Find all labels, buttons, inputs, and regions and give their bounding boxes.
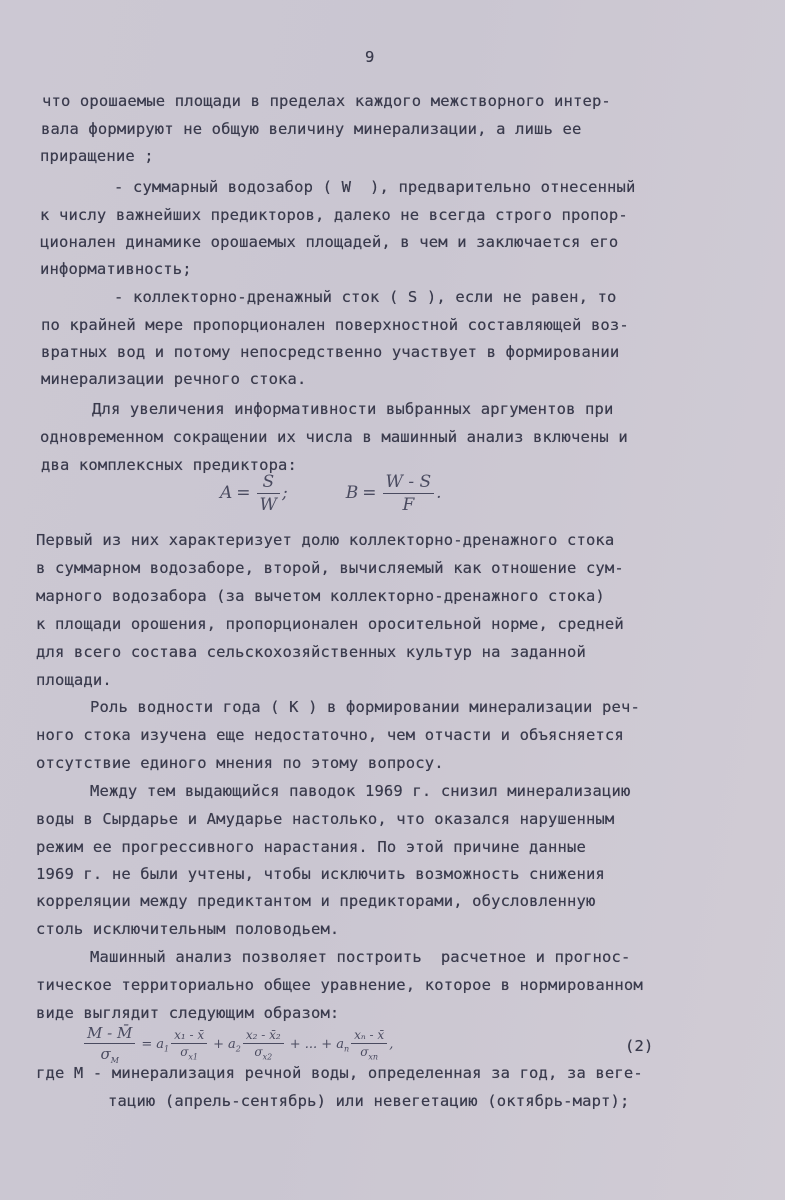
text-line: минерализации речного стока. [41,370,307,388]
fraction-b-numerator: W - S [383,472,435,494]
text-line: столь исключительным половодьем. [36,920,340,938]
fraction-a-denominator: W [259,495,278,515]
text-line: информативность; [40,260,192,278]
lhs-denominator: $\sigma_M$ [100,1045,119,1065]
lhs-numerator: M - M̄ [84,1024,135,1044]
fraction-a [257,472,280,515]
formula-comma: , [389,1037,394,1052]
termn-numerator: xₙ - x̄ [351,1028,387,1044]
text-line: к площади орошения, пропорционален оросительной норме, средней [36,615,624,633]
text-line: одновременном сокращении их числа в машинный анализ включены и [40,428,628,446]
text-line: - коллекторно-дренажный сток ( S ), если не равен, то [114,288,617,306]
text-line: в суммарном водозаборе, второй, вычисляемый как отношение сум- [36,559,624,577]
fraction-b-denominator: F [402,495,415,515]
text-line: приращение ; [40,147,154,165]
coefficient-a2: $a_2$ [228,1037,241,1054]
text-line: воды в Сырдарье и Амударье настолько, что оказался нарушенным [36,810,615,828]
formula-b-lhs: B [345,483,359,503]
term1-numerator: x₁ - x̄ [171,1028,207,1044]
text-line: виде выглядит следующим образом: [36,1004,340,1022]
fraction-a-numerator: S [257,472,280,494]
term2-fraction [243,1028,284,1061]
text-line: к числу важнейших предикторов, далеко не всегда строго пропор- [40,206,628,224]
text-line: ционален динамике орошаемых площадей, в чем и заключается его [40,233,619,251]
termn-fraction [351,1028,387,1061]
text-line: режим ее прогрессивного нарастания. По этой причине данные [36,838,586,856]
coefficient-an: $a_n$ [336,1037,350,1054]
text-line: площади. [36,671,112,689]
text-line: отсутствие единого мнения по этому вопросу. [36,754,444,772]
text-line: ного стока изучена еще недостаточно, чем отчасти и объясняется [36,726,624,744]
formula-complex-predictors: A = $\frac{S}{W}$ ; B = $\frac{W - S}{F}$ . [220,472,442,515]
text-line: Для увеличения информативности выбранных аргументов при [92,400,614,418]
term2-denominator: $\sigma_{x2}$ [254,1044,273,1062]
text-line: тическое территориально общее уравнение, которое в нормированном [36,976,643,994]
text-line: - суммарный водозабор ( W ), предварительно отнесенный [114,178,636,196]
text-line: Машинный анализ позволяет построить расчетное и прогнос- [90,948,631,966]
text-line: два комплексных предиктора: [41,456,298,474]
text-line: вратных вод и потому непосредственно участвует в формировании [41,343,620,361]
text-line: вала формируют не общую величину минерализации, а лишь ее [41,120,582,138]
regression-equation: $\frac{M - M̄}{\sigma_M}$ = $a_1$ $\frac{\text{x₁ - x̄}}{\sigma_{x1}}$ + $a_2$ $\frac{\text{x₂ - x̄₂}}{\sigma_{x2}}$ + ... + $a_n$ $\frac{\text{xₙ - x̄}}{\sigma_{xn}}$ , [82,1024,393,1065]
text-line: по крайней мере пропорционален поверхностной составляющей воз- [41,316,629,334]
text-line: что орошаемые площади в пределах каждого межстворного интер- [42,92,611,110]
term2-numerator: x₂ - x̄₂ [243,1028,284,1044]
term1-denominator: $\sigma_{x1}$ [180,1044,199,1062]
fraction-b [383,472,435,515]
equation-number: (2) [625,1037,654,1055]
term1-fraction [171,1028,207,1061]
lhs-fraction [84,1024,135,1065]
text-line: Первый из них характеризует долю коллекторно-дренажного стока [36,531,615,549]
text-line: Между тем выдающийся паводок 1969 г. снизил минерализацию [90,782,631,800]
text-line: марного водозабора (за вычетом коллекторно-дренажного стока) [36,587,605,605]
text-line: тацию (апрель-сентябрь) или невегетацию (октябрь-март); [108,1092,630,1110]
formula-ellipsis: + ... + [289,1037,333,1052]
termn-denominator: $\sigma_{xn}$ [360,1044,379,1062]
text-line: Роль водности года ( К ) в формировании минерализации реч- [90,698,640,716]
page-number: 9 [365,48,375,66]
text-line: 1969 г. не были учтены, чтобы исключить возможность снижения [36,865,605,883]
formula-end: . [436,483,442,503]
text-line: для всего состава сельскохозяйственных культур на заданной [36,643,586,661]
text-line: где М - минерализация речной воды, определенная за год, за веге- [36,1064,643,1082]
coefficient-a1: $a_1$ [156,1037,170,1054]
text-line: корреляции между предиктантом и предикторами, обусловленную [36,892,596,910]
formula-a-lhs: A [220,483,233,503]
formula-separator: ; [282,483,288,503]
